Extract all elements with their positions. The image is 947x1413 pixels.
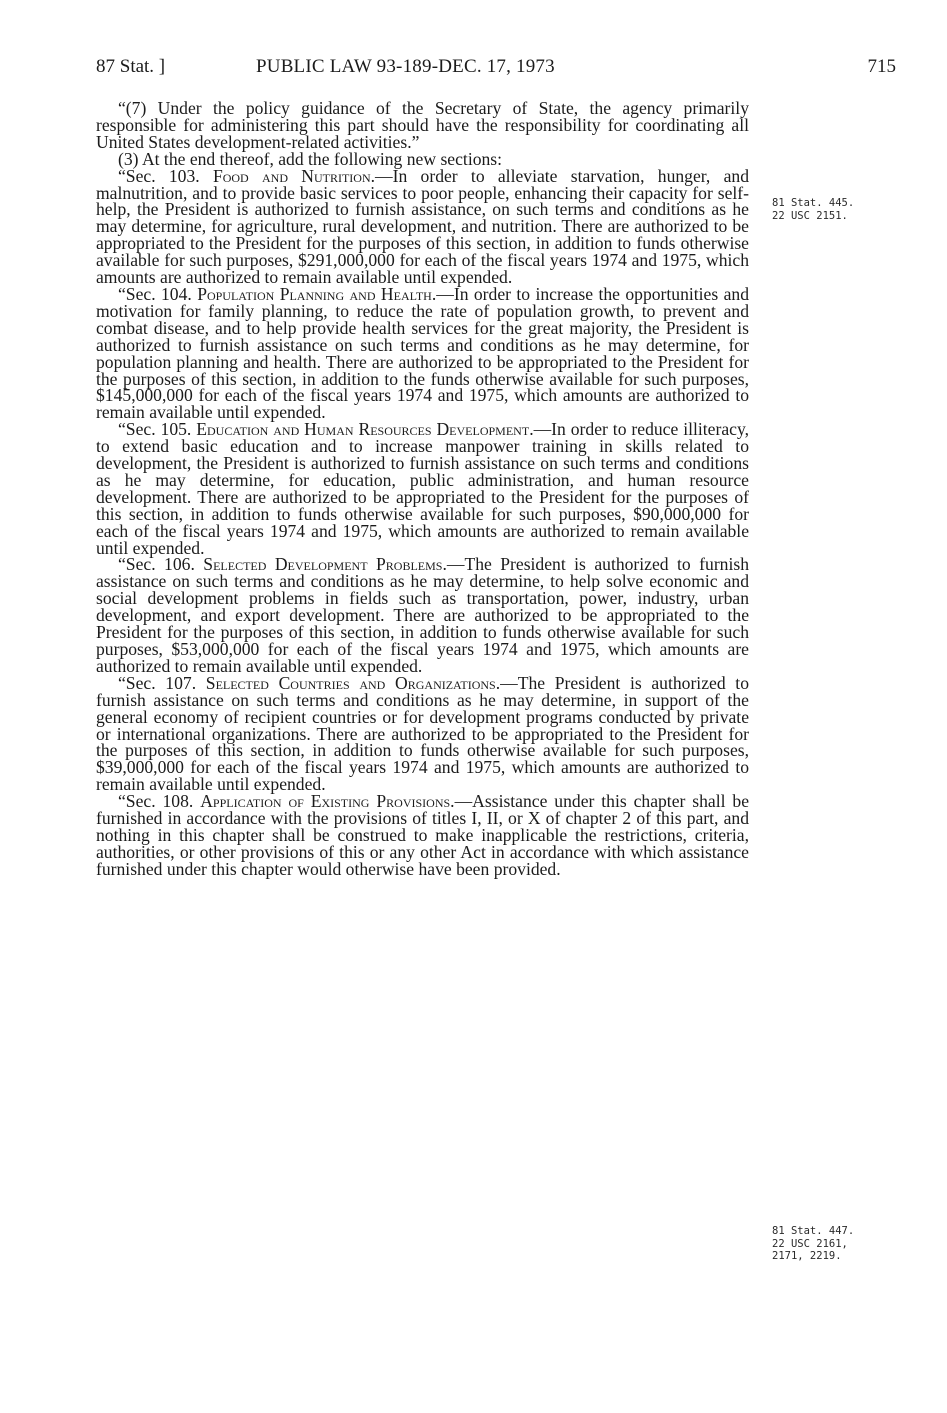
- section-heading: Population Planning and Health: [197, 283, 432, 304]
- paragraph-amendment-intro: (3) At the end thereof, add the following new sections:: [118, 148, 503, 169]
- section-text: .—In order to increase the opportunities and motivation for family planning, to reduce the rate of population growth, to prevent and combat disease, and to help provide health services for the great majority, the President is authorized to furnish assistance on such terms and conditions as he may determine, for population planning and health. There are authorized to be appropriated to the President for the purposes of this section, in addition to the funds otherwise available for such purposes, $145,000,000 for each of the fiscal years 1974 and 1975, which amounts are authorized to remain available until expended.: [96, 283, 749, 423]
- section-heading: Application of Existing Provisions: [200, 791, 451, 812]
- section-text: .—The President is authorized to furnish assistance on such terms and conditions as he may determine, in support of the general economy of recipient countries or for development programs conducted by private or international organizations. There are authorized to be appropriated to the President for the purposes of this section, in addition to funds otherwise available for such purposes, $39,000,000 for each of the fiscal years 1974 and 1975, which amounts are authorized to remain available until expended.: [96, 672, 749, 795]
- section-number: “Sec. 104.: [118, 283, 198, 304]
- section-text: .—In order to alleviate starvation, hunger, and malnutrition, and to provide basic services to poor people, enhancing their capacity for self-help, the President is authorized to furnish assistance, on such terms and conditions as he may determine, for agriculture, rural development, and nutrition. There are authorized to be appropriated to the President for the purposes of this section, in addition to funds otherwise available for such purposes, $291,000,000 for each of the fiscal years 1974 and 1975, which amounts are authorized to remain available until expended.: [96, 165, 749, 288]
- section-108: [96, 793, 749, 878]
- section-text: .—The President is authorized to furnish assistance on such terms and conditions as he may determine, to help solve economic and social development problems in fields such as transportation, power, industry, urban development, and export development. There are authorized to be appropriated to the President for the purposes of this section, in addition to funds otherwise available for such purposes, $53,000,000 for each of the fiscal years 1974 and 1975, which amounts are authorized to remain available until expended.: [96, 554, 750, 676]
- margin-citation-2: 81 Stat. 447. 22 USC 2161, 2171, 2219.: [772, 1225, 855, 1262]
- margin-citation-1: 81 Stat. 445. 22 USC 2151.: [772, 197, 855, 222]
- page-title: PUBLIC LAW 93-189-DEC. 17, 1973: [256, 56, 555, 77]
- paragraph-policy-guidance: “(7) Under the policy guidance of the Secretary of State, the agency primarily responsible for administering this part should have the responsibility for coordinating all United States development-related activities.”: [96, 98, 749, 152]
- page-number: 715: [867, 56, 896, 77]
- section-text: .—Assistance under this chapter shall be furnished in accordance with the provisions of titles I, II, or X of chapter 2 of this part, and nothing in this chapter shall be construed to make inapplicable the restrictions, criteria, authorities, or other provisions of this or any other Act in accordance with which assistance furnished under this chapter would otherwise have been provided.: [96, 791, 749, 879]
- section-heading: Selected Countries and Organizations: [205, 672, 496, 693]
- section-heading: Food and Nutrition: [212, 165, 371, 186]
- section-107: [96, 672, 749, 795]
- section-103: [96, 165, 749, 288]
- statute-volume: 87 Stat. ]: [96, 56, 166, 77]
- section-number: “Sec. 107.: [118, 672, 206, 693]
- section-number: “Sec. 106.: [118, 554, 204, 575]
- page-header: [96, 56, 896, 86]
- document-body: [96, 100, 749, 878]
- section-number: “Sec. 108.: [118, 791, 201, 812]
- section-number: “Sec. 105.: [118, 419, 197, 440]
- section-104: [96, 283, 749, 423]
- section-heading: Education and Human Resources Development: [196, 419, 530, 440]
- section-number: “Sec. 103.: [118, 165, 213, 186]
- section-105: [96, 421, 749, 556]
- section-106: [96, 556, 749, 674]
- section-text: .—In order to reduce illiteracy, to extend basic education and to increase manpower training in skills related to development, the President is authorized to furnish assistance on such terms and conditions as he may determine, for education, public administration, and human resource development. There are authorized to be appropriated to the President for the purposes of this section, in addition to funds otherwise available for such purposes, $90,000,000 for each of the fiscal years 1974 and 1975, which amounts are authorized to remain available until expended.: [96, 419, 749, 558]
- section-heading: Selected Development Problems: [203, 554, 443, 575]
